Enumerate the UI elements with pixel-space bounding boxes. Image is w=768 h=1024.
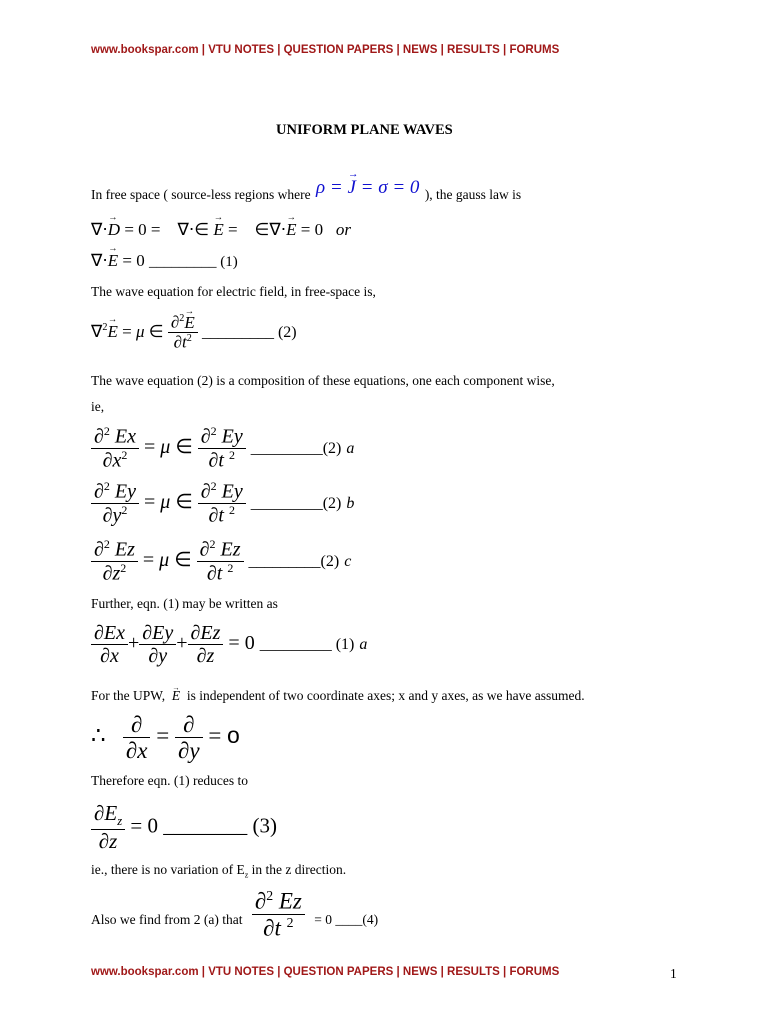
footer-site-link[interactable]: www.bookspar.com	[91, 966, 199, 978]
field-vector-e: → E	[172, 688, 180, 704]
upw-line	[91, 688, 585, 704]
page-footer	[91, 966, 559, 978]
intro-line	[91, 177, 522, 205]
equation-3-label: ________ (3)	[163, 813, 277, 838]
equation-1: ∇⋅→ E = 0 _________ (1)	[91, 251, 238, 271]
equation-4-label: = 0 ____(4)	[314, 911, 379, 927]
paragraph-therefore: Therefore eqn. (1) reduces to	[91, 773, 249, 788]
or-label: or	[335, 220, 351, 239]
equation-2b: $\frac{\partial^2 Ey}{\partial y^2}$ = μ ∈ $\frac{\partial^2 Ey}{\partial t ^2}$ _________(2) b	[91, 480, 354, 526]
upw-before: For the UPW,	[91, 688, 166, 703]
no-variation-before: ie., there is no variation of E	[91, 862, 245, 877]
equation-3: $\frac{\partial E_z}{\partial z}$ = 0 ________ (3)	[91, 802, 277, 853]
derivative-equality: ∴ $\frac{\partial}{\partial x}$ = $\frac{\partial}{\partial y}$ = o	[91, 712, 240, 764]
intro-before: In free space ( source-less regions where	[91, 187, 311, 202]
footer-links[interactable]: | VTU NOTES | QUESTION PAPERS | NEWS | RESULTS | FORUMS	[201, 966, 560, 978]
equation-2c-label: _________(2)	[248, 552, 340, 570]
upw-after: is independent of two coordinate axes; x and y axes, as we have assumed.	[186, 688, 585, 703]
gauss-law-equation: ∇⋅→ D = 0 = ∇⋅∈ → E = ∈∇⋅→ E = 0 or	[91, 220, 351, 240]
page-number: 1	[670, 966, 677, 981]
equation-1-label: _________ (1)	[149, 254, 238, 270]
equation-2a-letter: a	[346, 439, 355, 457]
page-title: UNIFORM PLANE WAVES	[276, 122, 453, 138]
header-site-link[interactable]: www.bookspar.com	[91, 44, 199, 56]
paragraph-further: Further, eqn. (1) may be written as	[91, 596, 278, 611]
paragraph-ie: ie,	[91, 399, 105, 414]
equation-2b-letter: b	[346, 494, 355, 512]
equation-2c: $\frac{\partial^2 Ez}{\partial z^2}$ = μ ∈ $\frac{\partial^2 Ez}{\partial t ^2}$ _________(2) c	[91, 538, 351, 584]
intro-after: ), the gauss law is	[424, 187, 522, 202]
paragraph-wave-equation: The wave equation for electric field, in free-space is,	[91, 284, 376, 299]
equation-4-line: Also we find from 2 (a) that $\frac{\partial^2 Ez}{\partial t ^2}$ = 0 ____(4)	[91, 888, 379, 941]
equation-2: ∇$^2$→ E = μ ∈ $\frac{\partial^2\to E}{\partial t^2}$ _________ (2)	[91, 313, 297, 353]
header-links[interactable]: | VTU NOTES | QUESTION PAPERS | NEWS | RESULTS | FORUMS	[201, 44, 560, 56]
equation-2-label: _________ (2)	[201, 323, 297, 341]
paragraph-composition: The wave equation (2) is a composition of these equations, one each component wise,	[91, 373, 555, 388]
equation-2a-label: _________(2)	[250, 439, 342, 457]
equation-2b-label: _________(2)	[250, 494, 342, 512]
page-header	[91, 44, 559, 56]
equation-1a: $\frac{\partial Ex}{\partial x}$ + $\frac{\partial Ey}{\partial y}$ + $\frac{\partial Ez}{\partial z}$ = 0 _________ (1) a	[91, 622, 367, 667]
equation-2c-letter: c	[344, 552, 352, 570]
equation-2a: $\frac{\partial^2 Ex}{\partial x^2}$ = μ ∈ $\frac{\partial^2 Ey}{\partial t ^2}$ _________(2) a	[91, 425, 354, 471]
no-variation-after: in the z direction.	[251, 862, 347, 877]
no-variation-line	[91, 862, 346, 880]
equation-1a-label: _________ (1)	[259, 636, 355, 654]
also-find-text: Also we find from 2 (a) that	[91, 911, 243, 927]
no-variation-sub: z	[244, 870, 249, 880]
charge-density-equation: ρ = → J = σ = 0	[316, 177, 419, 198]
equation-1a-letter: a	[359, 636, 368, 654]
